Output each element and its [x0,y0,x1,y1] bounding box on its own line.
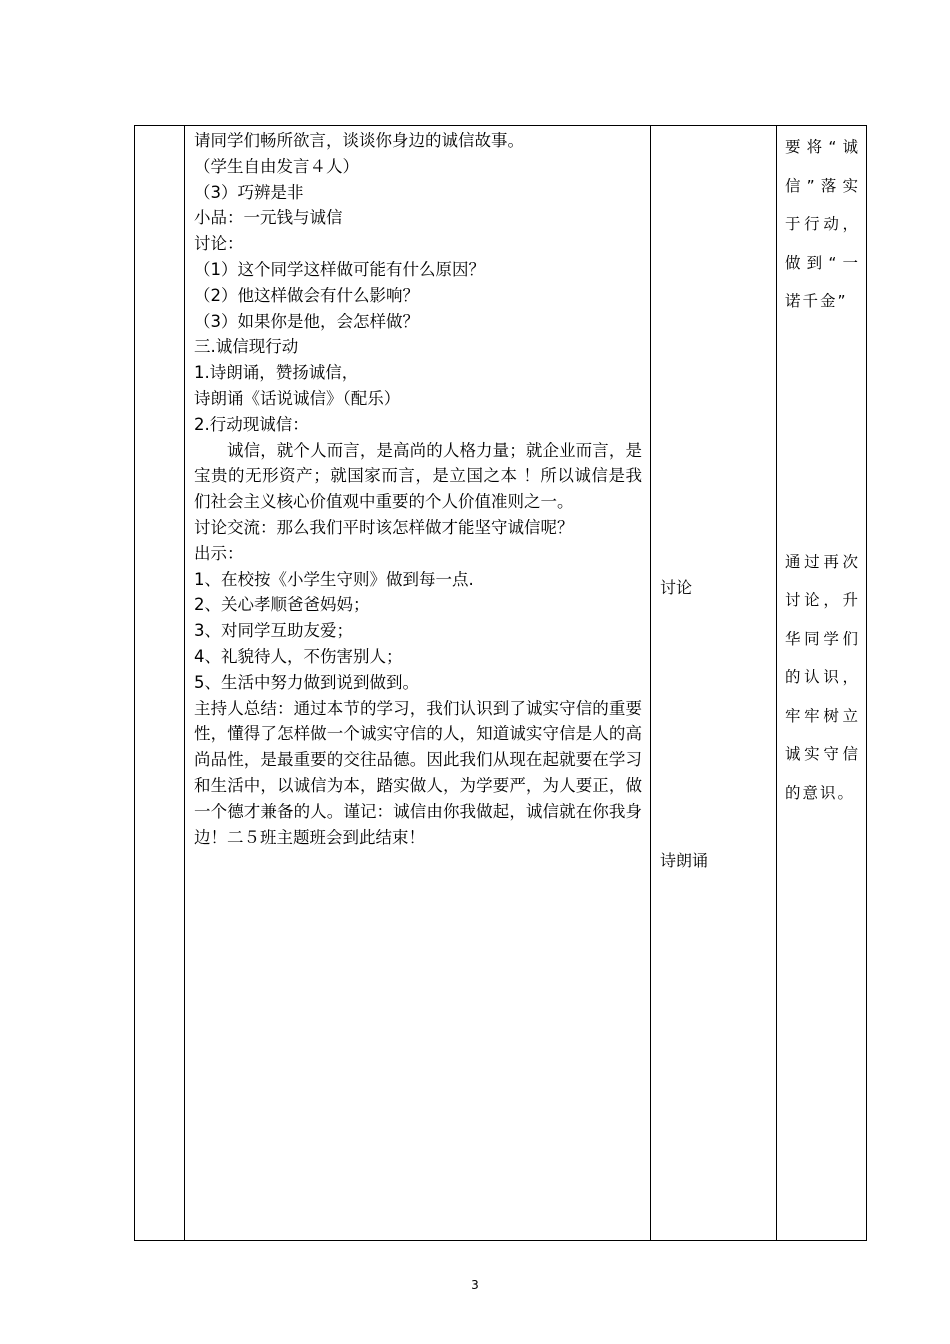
text-line: 2.行动现诚信： [194,414,309,434]
activity-cell [651,126,777,1241]
content-cell [185,126,651,1241]
list-item: 2、关心孝顺爸爸妈妈； [194,595,370,615]
text-line: 讨论交流：那么我们平时该怎样做才能坚守诚信呢？ [194,517,574,537]
blank-column-cell [135,126,185,1241]
text-line: （学生自由发言４人） [194,156,359,176]
activity-discussion: 讨论 [660,578,693,597]
note-text: 要将“诚信”落实于行动，做到“一诺千金” [785,138,860,310]
list-item: 4、礼貌待人，不伤害别人； [194,646,403,666]
text-line: 讨论： [194,234,244,254]
text-line: 出示： [194,543,244,563]
page-number: 3 [471,1278,479,1292]
section-heading: 三.诚信现行动 [194,337,299,357]
lesson-content [185,126,650,850]
list-item: 5、生活中努力做到说到做到。 [194,672,419,692]
integrity-paragraph: 诚信，就个人而言，是高尚的人格力量；就企业而言，是宝贵的无形资产；就国家而言，是立国之本 ！所以诚信是我们社会主义核心价值观中重要的个人价值准则之一。 [194,440,642,512]
activity-recitation: 诗朗诵 [660,851,709,870]
text-line: 1.诗朗诵，赞扬诚信， [194,363,359,383]
list-item: 3、对同学互助友爱； [194,621,353,641]
text-line: （3）巧辨是非 [194,182,304,202]
host-summary: 主持人总结：通过本节的学习，我们认识到了诚实守信的重要性，懂得了怎样做一个诚实守信的人，知道诚实守信是人的高尚品性，是最重要的交往品德。因此我们从现在起就要在学习和生活中，以诚信为本，踏实做人，为学要严，为人要正，做一个德才兼备的人。谨记：诚信由你我做起，诚信就在你我身边！二５班主题班会到此结束！ [194,698,642,847]
text-line: （3）如果你是他，会怎样做？ [194,311,419,331]
text-line: 小品：一元钱与诚信 [194,208,343,228]
list-item: 1、在校按《小学生守则》做到每一点. [194,569,474,589]
text-line: 诗朗诵《话说诚信》（配乐） [194,388,401,408]
lesson-plan-table [134,125,867,1241]
text-line: （2）他这样做会有什么影响？ [194,285,419,305]
text-line: 请同学们畅所欲言，谈谈你身边的诚信故事。 [194,131,524,150]
text-line: （1）这个同学这样做可能有什么原因？ [194,259,485,279]
design-notes [777,126,866,812]
note-text: 通过再次讨论，升华同学们的认识，牢牢树立诚实守信的意识。 [785,552,860,802]
notes-cell [777,126,867,1241]
